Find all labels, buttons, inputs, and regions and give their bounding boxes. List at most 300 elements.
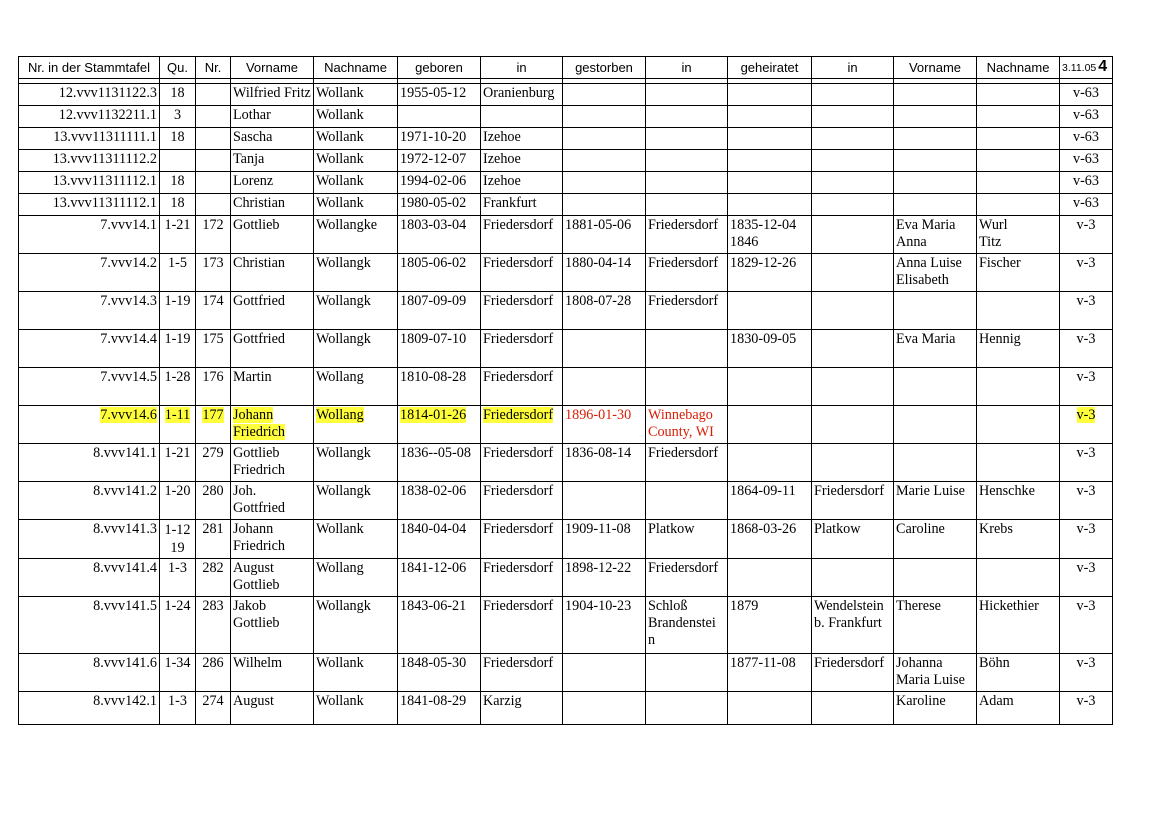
cell-heiratsort: [812, 692, 894, 725]
cell-qu: 1-21: [160, 216, 196, 254]
cell-sterbeort: [646, 128, 728, 150]
cell-nachname: Wollangk: [314, 330, 398, 368]
cell-stammtafel: 13.vvv11311111.1: [19, 128, 160, 150]
cell-nr: 282: [196, 559, 231, 597]
cell-vorname: Wilhelm: [231, 654, 314, 692]
cell-partner-nachname: [977, 559, 1060, 597]
table-row: [19, 194, 1113, 216]
col-header-date: [1060, 57, 1113, 79]
cell-vorname: Christian: [231, 194, 314, 216]
cell-geboren: 1843-06-21: [398, 597, 481, 654]
col-header-stammtafel: Nr. in der Stammtafel: [19, 57, 160, 79]
cell-gestorben: [563, 482, 646, 520]
cell-nr: 283: [196, 597, 231, 654]
cell-partner-nachname: [977, 128, 1060, 150]
table-body: [19, 79, 1113, 725]
cell-partner-nachname: Henschke: [977, 482, 1060, 520]
cell-nachname: Wollang: [314, 406, 398, 444]
cell-qu: 1-28: [160, 368, 196, 406]
cell-sterbeort: [646, 84, 728, 106]
cell-partner-nachname: [977, 84, 1060, 106]
cell-heiratsort: [812, 254, 894, 292]
cell-partner-nachname: Krebs: [977, 520, 1060, 559]
cell-geburtsort: Friedersdorf: [481, 482, 563, 520]
cell-geburtsort: Frankfurt: [481, 194, 563, 216]
cell-sterbeort: [646, 692, 728, 725]
cell-geheiratet: [728, 172, 812, 194]
cell-geburtsort: Friedersdorf: [481, 597, 563, 654]
cell-nr: 177: [196, 406, 231, 444]
cell-stammtafel: 8.vvv141.1: [19, 444, 160, 482]
cell-nachname: Wollank: [314, 172, 398, 194]
cell-vorname: August Gottlieb: [231, 559, 314, 597]
cell-geboren: 1840-04-04: [398, 520, 481, 559]
cell-stammtafel: 8.vvv141.4: [19, 559, 160, 597]
cell-sterbeort: Winnebago County, WI: [646, 406, 728, 444]
cell-partner-vorname: [894, 559, 977, 597]
cell-geheiratet: 1868-03-26: [728, 520, 812, 559]
cell-geheiratet: 1830-09-05: [728, 330, 812, 368]
cell-vorname: Johann Friedrich: [231, 520, 314, 559]
cell-geboren: [398, 106, 481, 128]
cell-heiratsort: [812, 330, 894, 368]
cell-qu: [160, 150, 196, 172]
table-row: [19, 597, 1113, 654]
cell-sterbeort: Schloß Brandenstei n: [646, 597, 728, 654]
cell-partner-nachname: Böhn: [977, 654, 1060, 692]
cell-vorname: Jakob Gottlieb: [231, 597, 314, 654]
cell-heiratsort: Friedersdorf: [812, 482, 894, 520]
cell-sterbeort: Friedersdorf: [646, 559, 728, 597]
cell-heiratsort: [812, 368, 894, 406]
cell-ref: v-3: [1060, 597, 1113, 654]
cell-ref: v-3: [1060, 406, 1113, 444]
cell-geburtsort: Oranienburg: [481, 84, 563, 106]
cell-geboren: 1972-12-07: [398, 150, 481, 172]
header-row: [19, 57, 1113, 79]
cell-partner-nachname: Hickethier: [977, 597, 1060, 654]
cell-gestorben: [563, 692, 646, 725]
cell-partner-nachname: [977, 106, 1060, 128]
cell-partner-vorname: [894, 194, 977, 216]
cell-geburtsort: Izehoe: [481, 172, 563, 194]
cell-partner-vorname: [894, 84, 977, 106]
cell-ref: v-3: [1060, 368, 1113, 406]
cell-heiratsort: [812, 406, 894, 444]
cell-partner-vorname: [894, 444, 977, 482]
cell-geheiratet: [728, 559, 812, 597]
cell-geheiratet: [728, 84, 812, 106]
cell-heiratsort: [812, 194, 894, 216]
cell-qu: 1-19: [160, 330, 196, 368]
table-row: [19, 330, 1113, 368]
cell-partner-vorname: Marie Luise: [894, 482, 977, 520]
cell-heiratsort: Wendelstein b. Frankfurt: [812, 597, 894, 654]
cell-geboren: 1841-08-29: [398, 692, 481, 725]
cell-geboren: 1841-12-06: [398, 559, 481, 597]
cell-heiratsort: Friedersdorf: [812, 654, 894, 692]
cell-gestorben: [563, 368, 646, 406]
cell-vorname: Gottlieb Friedrich: [231, 444, 314, 482]
cell-geheiratet: [728, 444, 812, 482]
cell-gestorben: 1904-10-23: [563, 597, 646, 654]
table-row: [19, 172, 1113, 194]
cell-nachname: Wollangk: [314, 254, 398, 292]
cell-nr: 172: [196, 216, 231, 254]
cell-gestorben: 1836-08-14: [563, 444, 646, 482]
cell-partner-nachname: [977, 292, 1060, 330]
cell-geheiratet: [728, 194, 812, 216]
cell-geheiratet: 1864-09-11: [728, 482, 812, 520]
cell-partner-vorname: Caroline: [894, 520, 977, 559]
table-row: [19, 368, 1113, 406]
cell-nachname: Wollank: [314, 106, 398, 128]
cell-gestorben: [563, 106, 646, 128]
cell-partner-vorname: Eva Maria: [894, 330, 977, 368]
cell-geheiratet: [728, 150, 812, 172]
cell-nr: [196, 172, 231, 194]
table-row: [19, 559, 1113, 597]
cell-nr: [196, 106, 231, 128]
cell-stammtafel: 8.vvv141.2: [19, 482, 160, 520]
cell-gestorben: 1896-01-30: [563, 406, 646, 444]
cell-geboren: 1805-06-02: [398, 254, 481, 292]
cell-qu: 1-3: [160, 692, 196, 725]
cell-geheiratet: 1877-11-08: [728, 654, 812, 692]
cell-nr: [196, 150, 231, 172]
cell-vorname: Gottlieb: [231, 216, 314, 254]
cell-qu: 1-24: [160, 597, 196, 654]
cell-nachname: Wollank: [314, 654, 398, 692]
cell-qu: 1-20: [160, 482, 196, 520]
cell-stammtafel: 12.vvv1131122.3: [19, 84, 160, 106]
cell-qu: 18: [160, 194, 196, 216]
cell-ref: v-63: [1060, 84, 1113, 106]
cell-geburtsort: Karzig: [481, 692, 563, 725]
cell-partner-vorname: [894, 150, 977, 172]
cell-sterbeort: [646, 106, 728, 128]
cell-geheiratet: 1879: [728, 597, 812, 654]
cell-nachname: Wollank: [314, 194, 398, 216]
cell-qu: 3: [160, 106, 196, 128]
cell-stammtafel: 8.vvv142.1: [19, 692, 160, 725]
cell-geboren: 1803-03-04: [398, 216, 481, 254]
cell-vorname: Wilfried Fritz: [231, 84, 314, 106]
cell-geboren: 1848-05-30: [398, 654, 481, 692]
cell-partner-vorname: [894, 406, 977, 444]
cell-ref: v-3: [1060, 654, 1113, 692]
cell-geboren: 1980-05-02: [398, 194, 481, 216]
cell-qu: 1-34: [160, 654, 196, 692]
table-row: [19, 692, 1113, 725]
cell-ref: v-3: [1060, 330, 1113, 368]
cell-sterbeort: Friedersdorf: [646, 216, 728, 254]
cell-ref: v-63: [1060, 150, 1113, 172]
cell-qu: 18: [160, 128, 196, 150]
cell-sterbeort: [646, 368, 728, 406]
cell-stammtafel: 7.vvv14.6: [19, 406, 160, 444]
cell-partner-nachname: [977, 150, 1060, 172]
cell-ref: v-3: [1060, 692, 1113, 725]
cell-ref: v-3: [1060, 444, 1113, 482]
cell-gestorben: 1880-04-14: [563, 254, 646, 292]
cell-stammtafel: 8.vvv141.3: [19, 520, 160, 559]
cell-partner-nachname: Wurl Titz: [977, 216, 1060, 254]
cell-geburtsort: Friedersdorf: [481, 368, 563, 406]
cell-partner-nachname: Fischer: [977, 254, 1060, 292]
cell-ref: v-3: [1060, 559, 1113, 597]
cell-geburtsort: Friedersdorf: [481, 330, 563, 368]
col-header-geburtsort: in: [481, 57, 563, 79]
cell-gestorben: [563, 330, 646, 368]
cell-vorname: Johann Friedrich: [231, 406, 314, 444]
cell-qu: 1-19: [160, 292, 196, 330]
cell-nachname: Wollangk: [314, 444, 398, 482]
cell-ref: v-63: [1060, 172, 1113, 194]
table-row: [19, 406, 1113, 444]
cell-vorname: Tanja: [231, 150, 314, 172]
cell-nachname: Wollank: [314, 84, 398, 106]
cell-vorname: Gottfried: [231, 292, 314, 330]
cell-geheiratet: 1835-12-04 1846: [728, 216, 812, 254]
cell-ref: v-63: [1060, 106, 1113, 128]
cell-vorname: Sascha: [231, 128, 314, 150]
cell-vorname: August: [231, 692, 314, 725]
cell-geburtsort: Friedersdorf: [481, 406, 563, 444]
cell-partner-vorname: Therese: [894, 597, 977, 654]
cell-heiratsort: [812, 444, 894, 482]
cell-gestorben: [563, 150, 646, 172]
cell-geboren: 1971-10-20: [398, 128, 481, 150]
cell-sterbeort: [646, 194, 728, 216]
cell-ref: v-3: [1060, 292, 1113, 330]
cell-vorname: Lothar: [231, 106, 314, 128]
cell-qu: 1-5: [160, 254, 196, 292]
cell-ref: v-63: [1060, 194, 1113, 216]
cell-geburtsort: [481, 106, 563, 128]
cell-nr: 281: [196, 520, 231, 559]
cell-gestorben: [563, 172, 646, 194]
cell-geheiratet: [728, 292, 812, 330]
cell-partner-vorname: Karoline: [894, 692, 977, 725]
cell-nachname: Wollank: [314, 150, 398, 172]
cell-partner-nachname: [977, 368, 1060, 406]
cell-geburtsort: Friedersdorf: [481, 654, 563, 692]
cell-nr: [196, 194, 231, 216]
cell-nachname: Wollangk: [314, 292, 398, 330]
cell-nachname: Wollank: [314, 520, 398, 559]
header-date: 3.11.05: [1062, 62, 1097, 74]
cell-nachname: Wollang: [314, 368, 398, 406]
cell-nr: 175: [196, 330, 231, 368]
cell-partner-nachname: [977, 406, 1060, 444]
cell-stammtafel: 8.vvv141.6: [19, 654, 160, 692]
cell-heiratsort: [812, 292, 894, 330]
cell-geboren: 1838-02-06: [398, 482, 481, 520]
table-row: [19, 254, 1113, 292]
cell-qu: 1-11: [160, 406, 196, 444]
cell-stammtafel: 13.vvv11311112.1: [19, 172, 160, 194]
table-row: [19, 128, 1113, 150]
cell-stammtafel: 7.vvv14.2: [19, 254, 160, 292]
cell-partner-nachname: [977, 194, 1060, 216]
cell-heiratsort: [812, 150, 894, 172]
cell-geboren: 1814-01-26: [398, 406, 481, 444]
cell-nr: [196, 84, 231, 106]
cell-geheiratet: [728, 406, 812, 444]
cell-stammtafel: 7.vvv14.1: [19, 216, 160, 254]
cell-heiratsort: [812, 172, 894, 194]
cell-gestorben: [563, 84, 646, 106]
cell-sterbeort: [646, 654, 728, 692]
cell-vorname: Martin: [231, 368, 314, 406]
cell-partner-nachname: [977, 172, 1060, 194]
table-row: [19, 292, 1113, 330]
cell-ref: v-3: [1060, 254, 1113, 292]
cell-gestorben: 1881-05-06: [563, 216, 646, 254]
cell-geboren: 1810-08-28: [398, 368, 481, 406]
cell-geboren: 1836--05-08: [398, 444, 481, 482]
cell-geboren: 1994-02-06: [398, 172, 481, 194]
table-row: [19, 216, 1113, 254]
cell-sterbeort: Friedersdorf: [646, 292, 728, 330]
col-header-geheiratet: geheiratet: [728, 57, 812, 79]
cell-geburtsort: Friedersdorf: [481, 559, 563, 597]
cell-partner-vorname: [894, 292, 977, 330]
cell-partner-nachname: Hennig: [977, 330, 1060, 368]
col-header-partner-nachname: Nachname: [977, 57, 1060, 79]
cell-nachname: Wollangke: [314, 216, 398, 254]
cell-nachname: Wollank: [314, 692, 398, 725]
cell-stammtafel: 7.vvv14.5: [19, 368, 160, 406]
cell-partner-nachname: [977, 444, 1060, 482]
cell-ref: v-3: [1060, 520, 1113, 559]
cell-vorname: Gottfried: [231, 330, 314, 368]
cell-heiratsort: [812, 216, 894, 254]
cell-stammtafel: 8.vvv141.5: [19, 597, 160, 654]
cell-geburtsort: Friedersdorf: [481, 520, 563, 559]
cell-sterbeort: [646, 172, 728, 194]
cell-nr: 274: [196, 692, 231, 725]
cell-nr: 280: [196, 482, 231, 520]
cell-geboren: 1807-09-09: [398, 292, 481, 330]
cell-stammtafel: 12.vvv1132211.1: [19, 106, 160, 128]
cell-stammtafel: 13.vvv11311112.2: [19, 150, 160, 172]
cell-heiratsort: [812, 84, 894, 106]
cell-partner-vorname: Anna Luise Elisabeth: [894, 254, 977, 292]
cell-gestorben: [563, 194, 646, 216]
table-row: [19, 84, 1113, 106]
cell-geburtsort: Izehoe: [481, 150, 563, 172]
cell-geburtsort: Izehoe: [481, 128, 563, 150]
col-header-vorname: Vorname: [231, 57, 314, 79]
table-row: [19, 150, 1113, 172]
cell-ref: v-63: [1060, 128, 1113, 150]
table-row: [19, 482, 1113, 520]
cell-nachname: Wollangk: [314, 482, 398, 520]
genealogy-table: [18, 56, 1113, 725]
cell-sterbeort: [646, 330, 728, 368]
cell-geburtsort: Friedersdorf: [481, 254, 563, 292]
cell-nr: 286: [196, 654, 231, 692]
col-header-partner-vorname: Vorname: [894, 57, 977, 79]
cell-geburtsort: Friedersdorf: [481, 292, 563, 330]
col-header-qu: Qu.: [160, 57, 196, 79]
cell-qu: 1-12 19: [160, 520, 196, 559]
cell-partner-vorname: Johanna Maria Luise: [894, 654, 977, 692]
table-row: [19, 654, 1113, 692]
cell-nachname: Wollang: [314, 559, 398, 597]
cell-geheiratet: 1829-12-26: [728, 254, 812, 292]
cell-qu: 18: [160, 172, 196, 194]
cell-geheiratet: [728, 106, 812, 128]
cell-vorname: Joh. Gottfried: [231, 482, 314, 520]
cell-qu: 18: [160, 84, 196, 106]
cell-gestorben: [563, 654, 646, 692]
table-row: [19, 106, 1113, 128]
cell-heiratsort: [812, 106, 894, 128]
cell-partner-vorname: [894, 368, 977, 406]
cell-stammtafel: 13.vvv11311112.1: [19, 194, 160, 216]
cell-ref: v-3: [1060, 482, 1113, 520]
cell-nr: 173: [196, 254, 231, 292]
cell-partner-vorname: [894, 128, 977, 150]
cell-sterbeort: Friedersdorf: [646, 254, 728, 292]
cell-nr: [196, 128, 231, 150]
cell-vorname: Christian: [231, 254, 314, 292]
cell-gestorben: 1898-12-22: [563, 559, 646, 597]
table-row: [19, 444, 1113, 482]
cell-partner-vorname: [894, 106, 977, 128]
col-header-geboren: geboren: [398, 57, 481, 79]
cell-ref: v-3: [1060, 216, 1113, 254]
cell-geheiratet: [728, 128, 812, 150]
col-header-gestorben: gestorben: [563, 57, 646, 79]
cell-qu: 1-3: [160, 559, 196, 597]
cell-heiratsort: Platkow: [812, 520, 894, 559]
cell-geheiratet: [728, 692, 812, 725]
cell-stammtafel: 7.vvv14.4: [19, 330, 160, 368]
cell-nachname: Wollangk: [314, 597, 398, 654]
table-row: [19, 520, 1113, 559]
cell-sterbeort: Platkow: [646, 520, 728, 559]
cell-geheiratet: [728, 368, 812, 406]
col-header-heiratsort: in: [812, 57, 894, 79]
cell-heiratsort: [812, 559, 894, 597]
col-header-sterbeort: in: [646, 57, 728, 79]
cell-nr: 279: [196, 444, 231, 482]
cell-heiratsort: [812, 128, 894, 150]
cell-nachname: Wollank: [314, 128, 398, 150]
cell-sterbeort: [646, 150, 728, 172]
cell-geboren: 1955-05-12: [398, 84, 481, 106]
cell-geboren: 1809-07-10: [398, 330, 481, 368]
col-header-nachname: Nachname: [314, 57, 398, 79]
cell-sterbeort: Friedersdorf: [646, 444, 728, 482]
cell-qu: 1-21: [160, 444, 196, 482]
col-header-nr: Nr.: [196, 57, 231, 79]
cell-nr: 176: [196, 368, 231, 406]
cell-geburtsort: Friedersdorf: [481, 444, 563, 482]
cell-partner-vorname: [894, 172, 977, 194]
cell-partner-vorname: Eva Maria Anna: [894, 216, 977, 254]
cell-gestorben: 1909-11-08: [563, 520, 646, 559]
cell-vorname: Lorenz: [231, 172, 314, 194]
cell-nr: 174: [196, 292, 231, 330]
cell-partner-nachname: Adam: [977, 692, 1060, 725]
cell-geburtsort: Friedersdorf: [481, 216, 563, 254]
cell-gestorben: [563, 128, 646, 150]
